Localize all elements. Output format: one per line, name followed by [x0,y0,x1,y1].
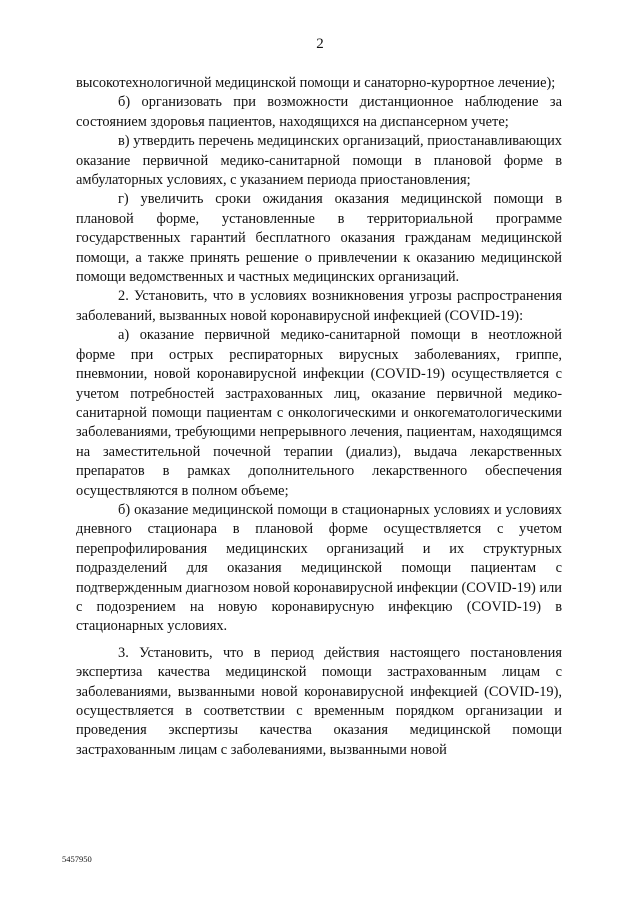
document-id: 5457950 [62,854,92,864]
document-body [76,74,562,760]
paragraph-continuation: высокотехнологичной медицинской помощи и санаторно-курортное лечение); [76,75,556,91]
page-number: 2 [316,36,324,52]
paragraph-section-2: 2. Установить, что в условиях возникновения угрозы распространения заболеваний, вызванных новой коронавирусной инфекцией (COVID-19): [76,288,562,324]
paragraph-item-a: а) оказание первичной медико-санитарной помощи в неотложной форме при острых респираторных вирусных заболеваниях, гриппе, пневмонии, новой коронавирусной инфекции (COVID-19) осуществляется с учетом потребностей застрахованных лиц, оказание первичной медико-санитарной помощи пациентам с онкологическими и онкогематологическими заболеваниями, требующими непрерывного лечения, пациентам, находящимся на заместительной почечной терапии (диализ), выдача лекарственных препаратов в рамках дополнительного лекарственного обеспечения осуществляются в полном объеме; [76,327,562,499]
paragraph-item-v: в) утвердить перечень медицинских организаций, приостанавливающих оказание первичной медико-санитарной помощи в плановой форме в амбулаторных условиях, с указанием периода приостановления; [76,133,562,189]
paragraph-item-b2: б) оказание медицинской помощи в стационарных условиях и условиях дневного стационара в плановой форме осуществляется с учетом перепрофилирования медицинских организаций и их структурных подразделений для оказания медицинской помощи пациентам с подтвержденным диагнозом новой коронавирусной инфекции (COVID-19) или с подозрением на новую коронавирусную инфекцию (COVID-19) в стационарных условиях. [76,501,562,635]
paragraph-item-b: б) организовать при возможности дистанционное наблюдение за состоянием здоровья пациентов, находящихся на диспансерном учете; [76,94,562,130]
paragraph-item-g: г) увеличить сроки ожидания оказания медицинской помощи в плановой форме, установленные в территориальной программе государственных гарантий бесплатного оказания гражданам медицинской помощи, а также принять решение о привлечении к оказанию медицинской помощи ведомственных и частных медицинских организаций. [76,191,562,286]
paragraph-gap [76,637,562,644]
paragraph-section-3: 3. Установить, что в период действия настоящего постановления экспертиза качества медицинской помощи застрахованным лицам с заболеваниями, вызванными новой коронавирусной инфекцией (COVID-19), осуществляется в соответствии с временным порядком организации и проведения экспертизы качества оказания медицинской помощи застрахованным лицам с заболеваниями, вызванными новой [76,644,562,758]
